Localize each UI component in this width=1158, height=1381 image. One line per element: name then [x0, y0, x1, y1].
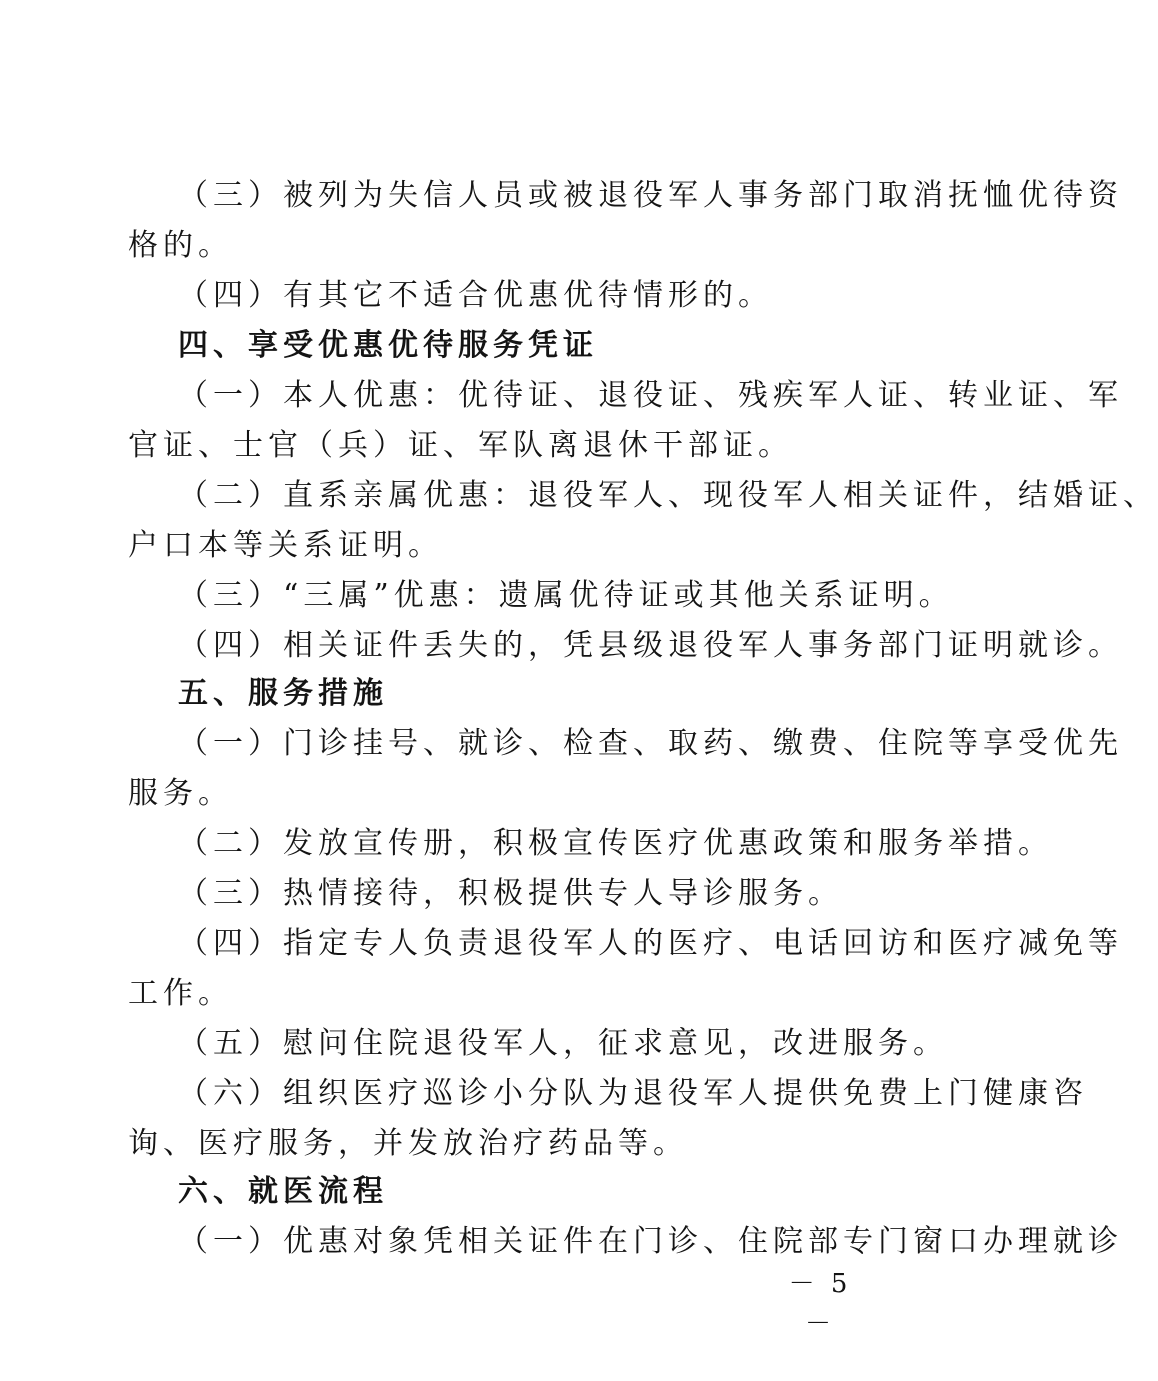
- paragraph-line: 官证、士官（兵）证、军队离退休干部证。: [128, 428, 793, 463]
- paragraph-line: （二）直系亲属优惠：退役军人、现役军人相关证件，结婚证、: [178, 478, 1158, 513]
- page-number: － 5 －: [788, 1269, 852, 1339]
- paragraph-line: （一）门诊挂号、就诊、检查、取药、缴费、住院等享受优先: [178, 726, 1123, 761]
- section-heading-5: 五、服务措施: [178, 676, 388, 711]
- paragraph-line: 工作。: [128, 976, 233, 1011]
- paragraph-line: 户口本等关系证明。: [128, 528, 443, 563]
- paragraph-line: （一）本人优惠：优待证、退役证、残疾军人证、转业证、军: [178, 378, 1123, 413]
- paragraph-line: （三）热情接待，积极提供专人导诊服务。: [178, 876, 843, 911]
- paragraph-line: （四）有其它不适合优惠优待情形的。: [178, 278, 773, 313]
- paragraph-line: （五）慰问住院退役军人，征求意见，改进服务。: [178, 1026, 948, 1061]
- paragraph-line: 服务。: [128, 776, 233, 811]
- paragraph-line: （四）指定专人负责退役军人的医疗、电话回访和医疗减免等: [178, 926, 1123, 961]
- paragraph-line: （一）优惠对象凭相关证件在门诊、住院部专门窗口办理就诊: [178, 1224, 1123, 1259]
- section-heading-6: 六、就医流程: [178, 1174, 388, 1209]
- paragraph-line: （六）组织医疗巡诊小分队为退役军人提供免费上门健康咨: [178, 1076, 1088, 1111]
- paragraph-line: （二）发放宣传册，积极宣传医疗优惠政策和服务举措。: [178, 826, 1053, 861]
- paragraph-line: 格的。: [128, 228, 233, 263]
- paragraph-line: （三）“三属”优惠：遗属优待证或其他关系证明。: [178, 578, 954, 613]
- paragraph-line: （四）相关证件丢失的，凭县级退役军人事务部门证明就诊。: [178, 628, 1123, 663]
- paragraph-line: 询、医疗服务，并发放治疗药品等。: [128, 1126, 688, 1161]
- section-heading-4: 四、享受优惠优待服务凭证: [178, 328, 598, 363]
- paragraph-line: （三）被列为失信人员或被退役军人事务部门取消抚恤优待资: [178, 178, 1123, 213]
